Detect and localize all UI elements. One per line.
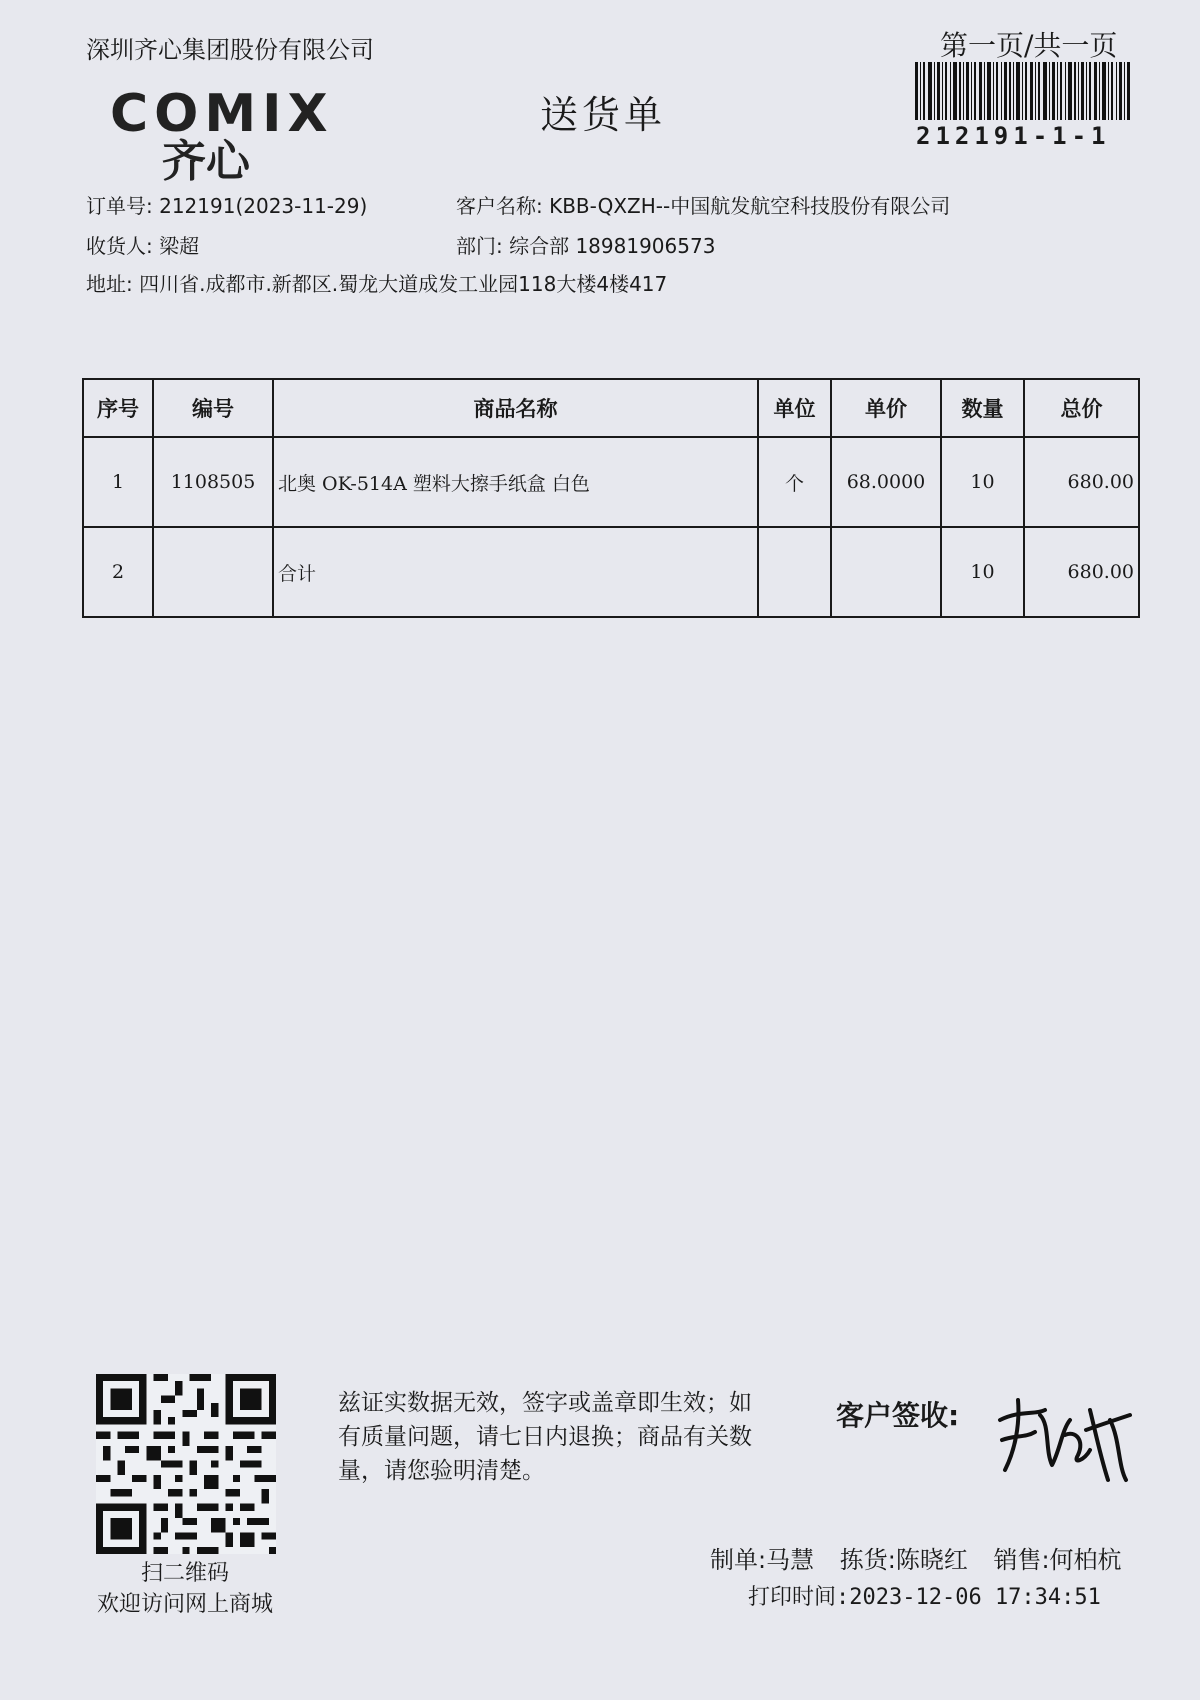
- cell-name: 北奥 OK-514A 塑料大擦手纸盒 白色: [273, 437, 758, 527]
- department: 部门: 综合部 18981906573: [456, 234, 716, 258]
- logo-text-zh: 齐心: [162, 136, 250, 187]
- table-header-row: [83, 379, 1139, 437]
- qr-caption: [70, 1558, 300, 1620]
- comix-logo: [110, 84, 350, 188]
- cell-total: 680.00: [1024, 527, 1139, 617]
- cell-seq: 2: [83, 527, 153, 617]
- company-name: 深圳齐心集团股份有限公司: [86, 36, 374, 64]
- goods-table: [82, 378, 1140, 618]
- print-time: 打印时间:2023-12-06 17:34:51: [748, 1585, 1101, 1610]
- document-title: 送货单: [540, 93, 667, 137]
- header-price: 单价: [831, 379, 941, 437]
- maker: 制单:马慧: [710, 1546, 815, 1574]
- table-row-summary: [83, 527, 1139, 617]
- cell-seq: 1: [83, 437, 153, 527]
- cell-qty: 10: [941, 527, 1024, 617]
- barcode-number: 212191-1-1: [916, 122, 1111, 150]
- order-number: 订单号: 212191(2023-11-29): [86, 194, 368, 218]
- header-code: 编号: [153, 379, 273, 437]
- page-info: 第一页/共一页: [940, 29, 1118, 62]
- cell-code: [153, 527, 273, 617]
- qr-code-icon: [96, 1374, 276, 1554]
- header-total: 总价: [1024, 379, 1139, 437]
- cell-total: 680.00: [1024, 437, 1139, 527]
- cell-code: 1108505: [153, 437, 273, 527]
- receiver: 收货人: 梁超: [86, 234, 200, 258]
- customer-name: 客户名称: KBB-QXZH--中国航发航空科技股份有限公司: [456, 194, 951, 218]
- header-seq: 序号: [83, 379, 153, 437]
- address: 地址: 四川省.成都市.新都区.蜀龙大道成发工业园118大楼4楼417: [86, 272, 668, 296]
- cell-price: [831, 527, 941, 617]
- cell-unit: 个: [758, 437, 831, 527]
- picker: 拣货:陈晓红: [839, 1546, 968, 1574]
- header-unit: 单位: [758, 379, 831, 437]
- qr-caption-line-1: 扫二维码: [140, 1561, 229, 1586]
- staff-info: [710, 1540, 1140, 1575]
- cell-name: 合计: [273, 527, 758, 617]
- cell-qty: 10: [941, 437, 1024, 527]
- cell-unit: [758, 527, 831, 617]
- barcode-icon: [915, 62, 1131, 120]
- notice-text: 兹证实数据无效，签字或盖章即生效；如有质量问题，请七日内退换；商品有关数量，请您验明清楚。: [338, 1390, 752, 1484]
- signature-icon: [990, 1380, 1140, 1490]
- header-qty: 数量: [941, 379, 1024, 437]
- sales: 销售:何柏杭: [993, 1546, 1122, 1574]
- sign-label: 客户签收:: [836, 1399, 960, 1432]
- table-row: [83, 437, 1139, 527]
- logo-text-en: COMIX: [110, 84, 334, 144]
- header-name: 商品名称: [273, 379, 758, 437]
- cell-price: 68.0000: [831, 437, 941, 527]
- qr-caption-line-2: 欢迎访问网上商城: [96, 1592, 273, 1617]
